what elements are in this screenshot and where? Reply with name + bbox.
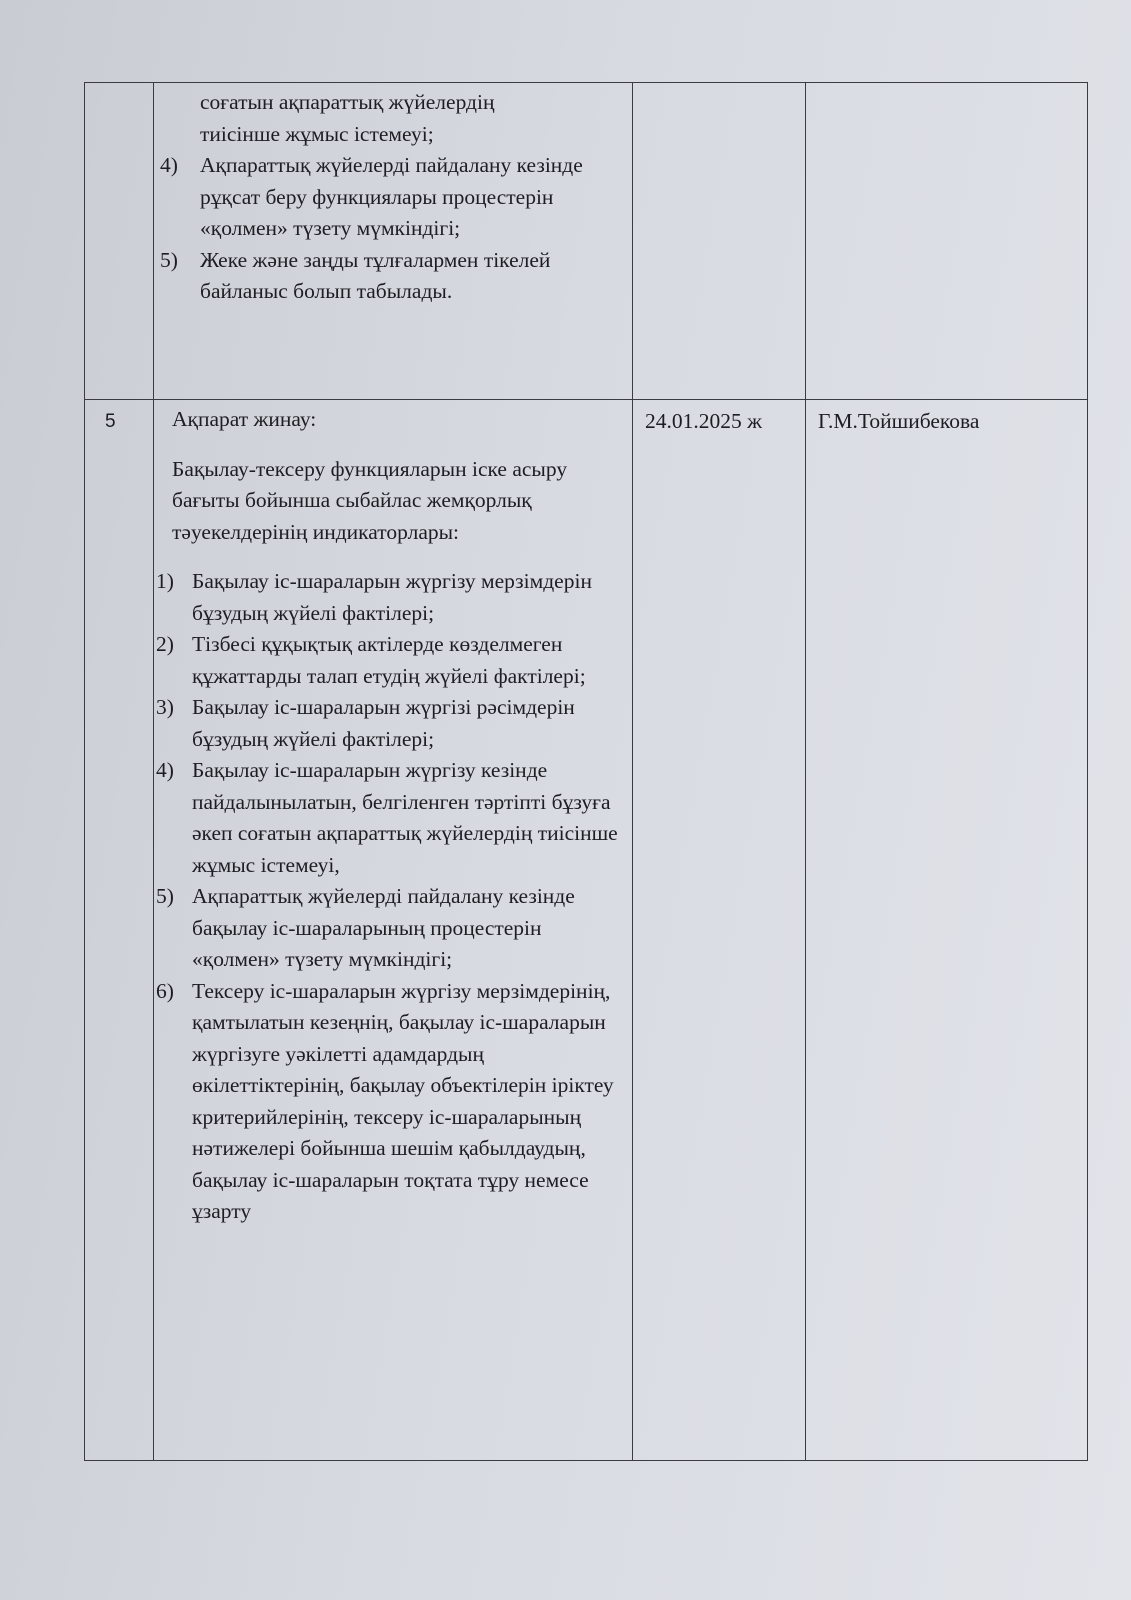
list-item — [156, 976, 628, 1228]
continuation-line: тиісінше жұмыс істемеуі; — [200, 121, 434, 146]
list-item — [156, 566, 628, 629]
indicator-list — [156, 566, 628, 1228]
row-number-cell — [85, 83, 154, 400]
list-item-text: Бақылау іс-шараларын жүргізу мерзімдерін бұзудың жүйелі фактілері; — [192, 569, 592, 625]
continuation-line: соғатын ақпараттық жүйелердің — [200, 90, 495, 114]
row-number-cell — [85, 400, 154, 1461]
section-heading: Ақпарат жинау: — [172, 407, 317, 431]
row-number: 5 — [105, 411, 116, 432]
measure-text-cell — [154, 400, 633, 1461]
list-item-text: Тексеру іс-шараларын жүргізу мерзімдерінің, қамтылатын кезеңнің, бақылау іс-шараларын жүргізуге уәкілетті адамдардың өкілеттіктерінің, бақылау объектілерін іріктеу критерийлерінің, тексеру іс-шараларының нәтижелері бойынша шешім қабылдаудың, бақылау іс-шараларын тоқтата тұру немесе ұзарту — [192, 978, 614, 1223]
list-item — [156, 881, 628, 976]
list-item-text: Бақылау іс-шараларын жүргізу кезінде пайдалынылатын, белгіленген тәртіпті бұзуға әкеп соғатын ақпараттық жүйелердің тиісінше жұмыс істемеуі, — [192, 758, 618, 877]
list-item-number: 5) — [160, 247, 178, 272]
date-cell — [633, 400, 806, 1461]
responsible-value: Г.М.Тойшибекова — [818, 409, 980, 433]
list-item-number: 3) — [156, 695, 174, 719]
list-item — [156, 629, 628, 692]
list-item-number: 6) — [156, 978, 174, 1003]
intro-paragraph: Бақылау-тексеру функцияларын іске асыру бағыты бойынша сыбайлас жемқорлық тәуекелдерінің индикаторлары: — [172, 456, 568, 544]
list-item — [160, 245, 626, 308]
list-item — [156, 755, 628, 881]
indicator-list — [160, 150, 626, 308]
list-item-text: Тізбесі құқықтық актілерде көзделмеген құжаттарды талап етудің жүйелі фактілері; — [192, 632, 586, 688]
table-row — [85, 83, 1088, 400]
row-number — [85, 83, 153, 89]
responsible-cell — [806, 400, 1088, 1461]
measure-text — [154, 83, 632, 308]
list-item-number: 1) — [156, 569, 174, 593]
responsible-value — [806, 83, 1087, 89]
list-item-text: Ақпараттық жүйелерді пайдалану кезінде бақылау іс-шараларының процестерін «қолмен» түзету мүмкіндігі; — [192, 884, 575, 971]
list-item-number: 4) — [156, 758, 174, 782]
responsible-cell — [806, 83, 1088, 400]
list-item — [156, 692, 628, 755]
list-item-number: 4) — [160, 153, 178, 177]
measure-text-cell — [154, 83, 633, 400]
date-cell — [633, 83, 806, 400]
list-item-text: Бақылау іс-шараларын жүргізі рәсімдерін бұзудың жүйелі фактілері; — [192, 695, 575, 751]
date-value: 24.01.2025 ж — [645, 409, 762, 433]
list-item — [160, 150, 626, 245]
list-item-text: Ақпараттық жүйелерді пайдалану кезінде рұқсат беру функциялары процестерін «қолмен» түзету мүмкіндігі; — [200, 153, 583, 240]
table-row — [85, 400, 1088, 1461]
list-item-number: 5) — [156, 884, 174, 908]
list-item-number: 2) — [156, 632, 174, 656]
list-item-text: Жеке және заңды тұлғалармен тікелей байланыс болып табылады. — [200, 247, 551, 303]
date-value — [633, 83, 805, 89]
plan-table — [84, 82, 1088, 1461]
